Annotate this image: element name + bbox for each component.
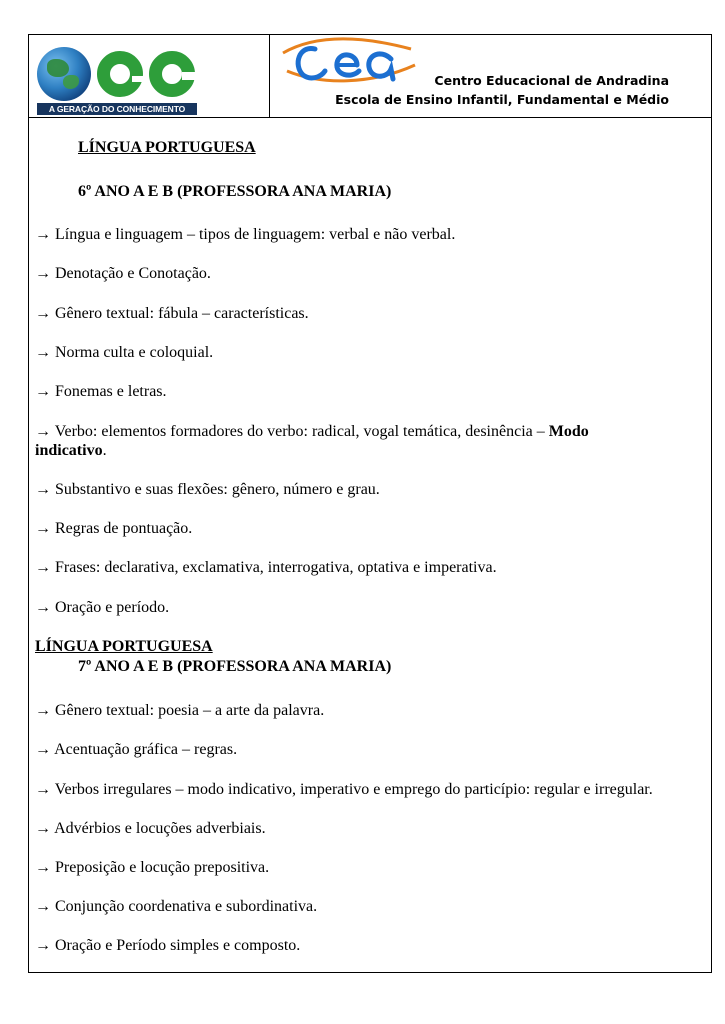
- list-item: → Regras de pontuação.: [35, 520, 193, 537]
- school-subtitle: Escola de Ensino Infantil, Fundamental e Médio: [335, 92, 669, 107]
- list-item: → Gênero textual: fábula – características.: [35, 305, 309, 322]
- list-item: → Gênero textual: poesia – a arte da palavra.: [35, 702, 325, 719]
- list-item-text: → Verbo: elementos formadores do verbo: radical, vogal temática, desinência –: [35, 423, 549, 440]
- list-item: → Norma culta e coloquial.: [35, 344, 214, 361]
- list-item: → Oração e Período simples e composto.: [35, 937, 301, 954]
- list-item: → Substantivo e suas flexões: gênero, número e grau.: [35, 481, 380, 498]
- verb-indicative-bold: indicativo: [35, 442, 103, 459]
- list-item: → Frases: declarativa, exclamativa, interrogativa, optativa e imperativa.: [35, 559, 497, 576]
- list-item: → Preposição e locução prepositiva.: [35, 859, 270, 876]
- list-item: → Fonemas e letras.: [35, 383, 167, 400]
- coc-logo: [37, 47, 199, 115]
- section2-title: LÍNGUA PORTUGUESA: [35, 638, 213, 655]
- coc-letter-c: [149, 51, 195, 97]
- section1-class: 6º ANO A E B (PROFESSORA ANA MARIA): [78, 183, 392, 200]
- section2-class: 7º ANO A E B (PROFESSORA ANA MARIA): [78, 658, 392, 675]
- list-item: → Oração e período.: [35, 599, 170, 616]
- list-item-continuation: [35, 441, 107, 460]
- verb-mode-bold: Modo: [548, 423, 589, 440]
- section1-title: LÍNGUA PORTUGUESA: [78, 139, 256, 156]
- list-item: [35, 422, 589, 441]
- school-info: [279, 71, 669, 109]
- header-table: [29, 35, 711, 118]
- list-item: → Acentuação gráfica – regras.: [35, 741, 238, 758]
- coc-letter-o: [97, 51, 143, 97]
- list-item: → Denotação e Conotação.: [35, 265, 211, 282]
- verb-period: .: [102, 442, 107, 459]
- globe-icon: [37, 47, 91, 101]
- header-divider: [269, 35, 270, 117]
- list-item: → Advérbios e locuções adverbiais.: [35, 820, 266, 837]
- coc-tagline: A GERAÇÃO DO CONHECIMENTO: [37, 103, 197, 115]
- list-item: → Conjunção coordenativa e subordinativa.: [35, 898, 318, 915]
- list-item: → Verbos irregulares – modo indicativo, imperativo e emprego do particípio: regular e irregular.: [35, 781, 653, 798]
- school-name: Centro Educacional de Andradina: [434, 73, 669, 88]
- list-item: → Língua e linguagem – tipos de linguagem: verbal e não verbal.: [35, 226, 456, 243]
